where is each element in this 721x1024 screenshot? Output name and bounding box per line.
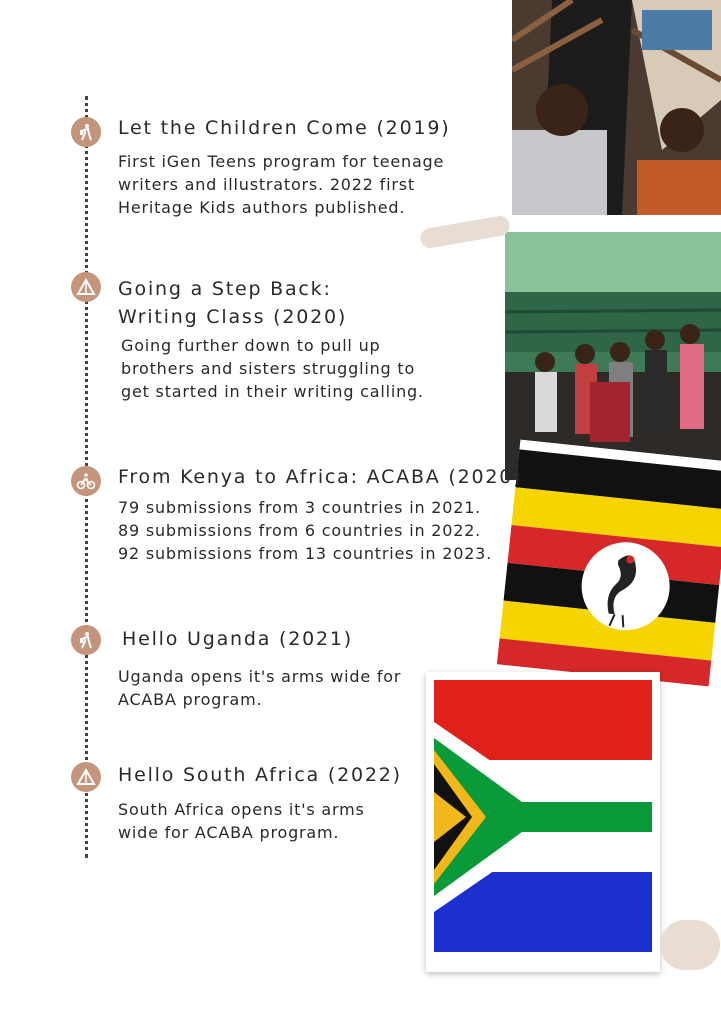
item-title: Let the Children Come (2019) <box>118 117 451 139</box>
body-line: Going further down to pull up <box>121 336 381 355</box>
title-line: Going a Step Back: <box>118 278 332 300</box>
photo-children-bookshelf <box>512 0 721 215</box>
uganda-flag <box>497 439 721 686</box>
body-line: wide for ACABA program. <box>118 823 340 842</box>
paint-splatter <box>660 920 720 970</box>
title-line: Writing Class (2020) <box>118 306 348 328</box>
body-line: Uganda opens it's arms wide for <box>118 667 402 686</box>
body-line: brothers and sisters struggling to <box>121 359 416 378</box>
item-body <box>121 334 424 403</box>
bicycle-icon <box>71 466 101 496</box>
body-line: writers and illustrators. 2022 first <box>118 175 415 194</box>
hiker-icon <box>71 117 101 147</box>
body-line: 92 submissions from 13 countries in 2023. <box>118 544 493 563</box>
body-line: Heritage Kids authors published. <box>118 198 406 217</box>
body-line: South Africa opens it's arms <box>118 800 365 819</box>
item-title: Hello South Africa (2022) <box>118 764 402 786</box>
item-body <box>118 496 492 565</box>
body-line: ACABA program. <box>118 690 263 709</box>
body-line: get started in their writing calling. <box>121 382 424 401</box>
paint-splatter <box>419 214 511 249</box>
item-title: From Kenya to Africa: ACABA (2020) <box>118 466 523 488</box>
body-line: First iGen Teens program for teenage <box>118 152 445 171</box>
south-africa-flag <box>426 672 660 972</box>
body-line: 79 submissions from 3 countries in 2021. <box>118 498 482 517</box>
item-body <box>118 150 444 219</box>
item-body <box>118 665 401 711</box>
tent-icon <box>71 272 101 302</box>
hiker-icon <box>71 625 101 655</box>
item-title: Hello Uganda (2021) <box>122 628 353 650</box>
body-line: 89 submissions from 6 countries in 2022. <box>118 521 482 540</box>
tent-icon <box>71 762 101 792</box>
item-body <box>118 798 365 844</box>
item-title <box>118 275 347 331</box>
